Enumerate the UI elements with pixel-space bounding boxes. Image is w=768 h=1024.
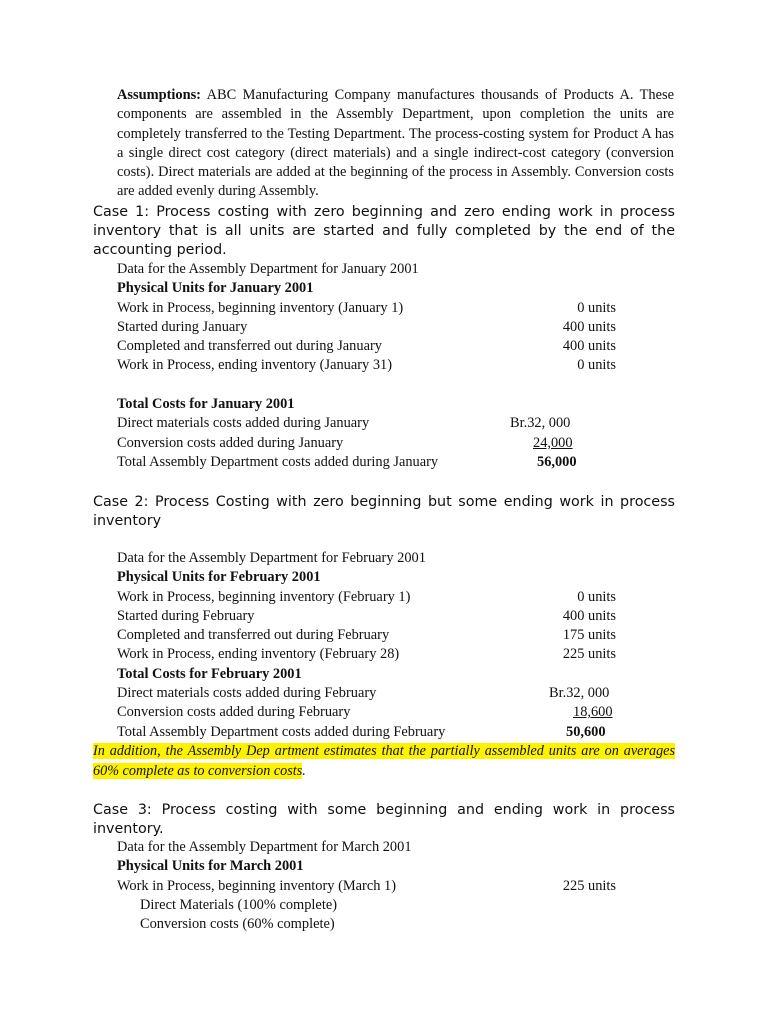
table-row <box>117 915 677 934</box>
table-row <box>117 299 677 318</box>
case2-heading <box>93 493 675 531</box>
table-row <box>117 318 677 337</box>
row-value: 50,600 <box>566 723 606 740</box>
row-label: Completed and transferred out during January <box>117 338 382 355</box>
table-row <box>117 684 677 703</box>
case1-table <box>117 260 677 472</box>
row-value: 0 units <box>577 357 616 374</box>
row-label: Work in Process, beginning inventory (January 1) <box>117 299 404 316</box>
case1-heading <box>93 203 675 261</box>
table-row <box>117 607 677 626</box>
case1-data-title-text: Data for the Assembly Department for January 2001 <box>117 261 419 277</box>
table-row <box>117 453 677 472</box>
row-label: Started during January <box>117 318 248 335</box>
case3-data-title <box>117 838 677 857</box>
assumptions-text: ABC Manufacturing Company manufactures thousands of Products A. These components are assembled in the Assembly Department, upon completion the units are completely transferred to the Testing Department. The process-costing system for Product A has a single direct cost category (direct materials) and a single indirect-cost category (conversion costs). Direct materials are added at the beginning of the process in Assembly. Conversion costs are added evenly during Assembly. <box>117 87 674 200</box>
table-row <box>117 337 677 356</box>
row-value: 400 units <box>562 607 616 624</box>
case2-costs-title-text: Total Costs for February 2001 <box>117 665 302 682</box>
row-label: Conversion costs (60% complete) <box>140 916 335 933</box>
case1-heading-text: Case 1: Process costing with zero beginning and zero ending work in process inventory that is all units are started and fully completed by the end of the accounting period. <box>93 204 675 259</box>
row-label: Completed and transferred out during February <box>117 627 390 644</box>
row-value: 225 units <box>562 646 616 663</box>
highlighted-note <box>93 741 675 781</box>
case2-units-title-text: Physical Units for February 2001 <box>117 569 321 586</box>
row-label: Work in Process, beginning inventory (February 1) <box>117 588 411 605</box>
table-row <box>117 626 677 645</box>
table-row <box>117 356 677 375</box>
case1-units-title-text: Physical Units for January 2001 <box>117 280 314 297</box>
row-value: 175 units <box>562 627 616 644</box>
case3-heading <box>93 801 675 839</box>
case2-data-title <box>117 549 677 568</box>
row-value: 225 units <box>562 877 616 894</box>
case3-heading-text: Case 3: Process costing with some beginning and ending work in process inventory. <box>93 802 675 838</box>
table-row <box>117 588 677 607</box>
row-label: Total Assembly Department costs added during February <box>117 723 446 740</box>
case2-costs-title <box>117 665 677 684</box>
table-row <box>117 896 677 915</box>
table-row <box>117 877 677 896</box>
case3-units-title-text: Physical Units for March 2001 <box>117 858 304 875</box>
case1-units-title <box>117 279 677 298</box>
case1-costs-title-text: Total Costs for January 2001 <box>117 396 295 413</box>
row-value: 0 units <box>577 588 616 605</box>
table-row <box>117 434 677 453</box>
case3-units-title <box>117 857 677 876</box>
row-value: 0 units <box>577 299 616 316</box>
row-value: 24,000 <box>533 434 573 451</box>
row-label: Conversion costs added during January <box>117 434 344 451</box>
row-value: 18,600 <box>573 704 613 721</box>
row-label: Conversion costs added during February <box>117 704 351 721</box>
case2-units-title <box>117 568 677 587</box>
row-value: 56,000 <box>537 453 577 470</box>
case2-data-title-text: Data for the Assembly Department for February 2001 <box>117 550 426 566</box>
row-label: Work in Process, ending inventory (January 31) <box>117 357 393 374</box>
row-value: 400 units <box>562 338 616 355</box>
row-value: Br.32, 000 <box>510 415 571 432</box>
case2-heading-text: Case 2: Process Costing with zero beginning but some ending work in process inventory <box>93 494 675 530</box>
row-label: Direct materials costs added during January <box>117 415 370 432</box>
row-label: Total Assembly Department costs added during January <box>117 453 439 470</box>
note-period: . <box>302 763 306 779</box>
row-label: Direct materials costs added during February <box>117 685 377 702</box>
case1-costs-title <box>117 395 677 414</box>
case3-table <box>117 838 677 934</box>
spacer <box>117 376 677 395</box>
table-row <box>117 703 677 722</box>
table-row <box>117 414 677 433</box>
row-label: Work in Process, beginning inventory (March 1) <box>117 877 397 894</box>
row-label: Direct Materials (100% complete) <box>140 896 337 913</box>
row-value: 400 units <box>562 318 616 335</box>
highlighted-note-text: In addition, the Assembly Dep artment estimates that the partially assembled units are on averages 60% complete as to conversion costs <box>93 743 675 779</box>
case3-data-title-text: Data for the Assembly Department for March 2001 <box>117 839 412 855</box>
row-label: Started during February <box>117 607 255 624</box>
row-value: Br.32, 000 <box>549 685 610 702</box>
case1-data-title <box>117 260 677 279</box>
assumptions-label: Assumptions: <box>117 87 201 103</box>
case2-table <box>117 549 677 742</box>
table-row <box>117 723 677 742</box>
assumptions-paragraph <box>117 86 674 202</box>
table-row <box>117 645 677 664</box>
row-label: Work in Process, ending inventory (February 28) <box>117 646 400 663</box>
